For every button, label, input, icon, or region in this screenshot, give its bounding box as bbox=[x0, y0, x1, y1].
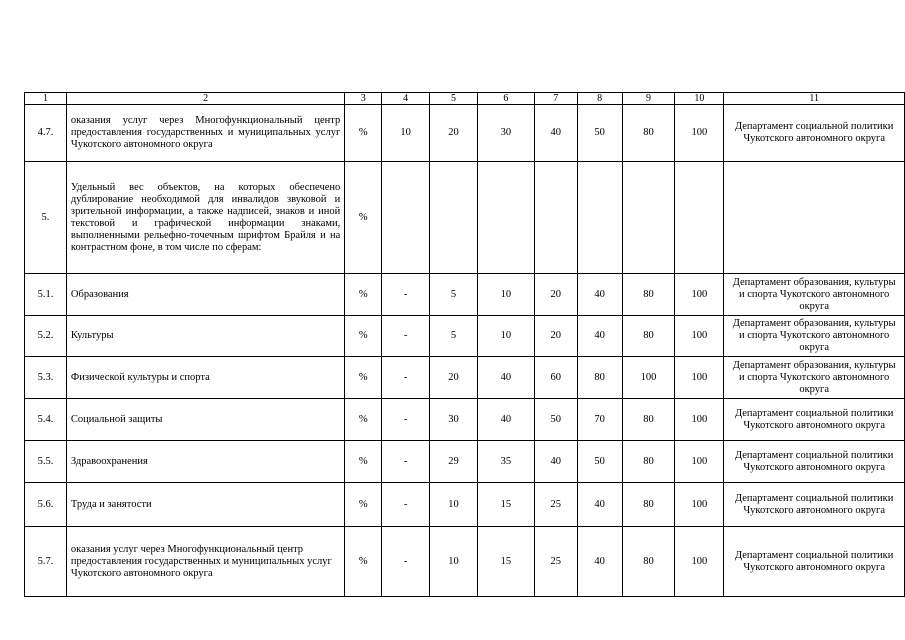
value-cell bbox=[430, 162, 478, 274]
responsible-department: Департамент социальной политики Чукотского автономного округа bbox=[724, 483, 905, 527]
table-row bbox=[25, 399, 905, 441]
column-number: 9 bbox=[622, 93, 675, 105]
value-cell: 15 bbox=[477, 527, 534, 597]
indicator-description: Здравоохранения bbox=[66, 441, 344, 483]
value-cell: 100 bbox=[675, 316, 724, 357]
value-cell: 100 bbox=[675, 441, 724, 483]
value-cell: 80 bbox=[622, 527, 675, 597]
responsible-department: Департамент социальной политики Чукотского автономного округа bbox=[724, 105, 905, 162]
column-number: 2 bbox=[66, 93, 344, 105]
value-cell bbox=[534, 162, 577, 274]
value-cell: 80 bbox=[622, 274, 675, 316]
value-cell: 100 bbox=[675, 357, 724, 399]
value-cell bbox=[577, 162, 622, 274]
indicator-description: оказания услуг через Многофункциональный центр предоставления государственных и муниципальных услуг Чукотского автономного округа bbox=[66, 527, 344, 597]
value-cell: 25 bbox=[534, 527, 577, 597]
value-cell: 25 bbox=[534, 483, 577, 527]
indicator-description: Физической культуры и спорта bbox=[66, 357, 344, 399]
indicator-description: Культуры bbox=[66, 316, 344, 357]
value-cell: - bbox=[382, 483, 430, 527]
value-cell: 40 bbox=[577, 274, 622, 316]
value-cell: - bbox=[382, 357, 430, 399]
value-cell: 10 bbox=[430, 483, 478, 527]
value-cell bbox=[382, 162, 430, 274]
value-cell: 40 bbox=[477, 399, 534, 441]
table-row bbox=[25, 162, 905, 274]
unit-cell: % bbox=[345, 357, 382, 399]
value-cell: 10 bbox=[477, 316, 534, 357]
responsible-department: Департамент образования, культуры и спорта Чукотского автономного округа bbox=[724, 357, 905, 399]
row-number: 5.7. bbox=[25, 527, 67, 597]
row-number: 5.4. bbox=[25, 399, 67, 441]
unit-cell: % bbox=[345, 527, 382, 597]
value-cell: 80 bbox=[622, 105, 675, 162]
table-row bbox=[25, 357, 905, 399]
value-cell: 60 bbox=[534, 357, 577, 399]
value-cell: 30 bbox=[430, 399, 478, 441]
row-number: 5.5. bbox=[25, 441, 67, 483]
row-number: 4.7. bbox=[25, 105, 67, 162]
value-cell: 100 bbox=[675, 105, 724, 162]
value-cell: - bbox=[382, 316, 430, 357]
row-number: 5.6. bbox=[25, 483, 67, 527]
column-number: 4 bbox=[382, 93, 430, 105]
table-row bbox=[25, 105, 905, 162]
value-cell: 50 bbox=[577, 441, 622, 483]
table-row bbox=[25, 483, 905, 527]
value-cell: 40 bbox=[577, 483, 622, 527]
value-cell: - bbox=[382, 399, 430, 441]
value-cell: 100 bbox=[675, 483, 724, 527]
row-number: 5.2. bbox=[25, 316, 67, 357]
column-number: 3 bbox=[345, 93, 382, 105]
value-cell: 100 bbox=[675, 274, 724, 316]
value-cell: - bbox=[382, 527, 430, 597]
indicators-table bbox=[24, 92, 905, 597]
value-cell: 5 bbox=[430, 274, 478, 316]
value-cell: 40 bbox=[577, 316, 622, 357]
indicator-description: Удельный вес объектов, на которых обеспечено дублирование необходимой для инвалидов звуковой и зрительной информации, а также надписей, знаков и иной текстовой и графической информации знаками, выполненными рельефно-точечным шрифтом Брайля и на контрастном фоне, в том числе по сферам: bbox=[66, 162, 344, 274]
value-cell: 5 bbox=[430, 316, 478, 357]
value-cell: 80 bbox=[622, 399, 675, 441]
table-row bbox=[25, 274, 905, 316]
value-cell: 29 bbox=[430, 441, 478, 483]
column-number: 5 bbox=[430, 93, 478, 105]
value-cell: 100 bbox=[622, 357, 675, 399]
value-cell: 40 bbox=[534, 105, 577, 162]
row-number: 5.3. bbox=[25, 357, 67, 399]
indicator-description: Социальной защиты bbox=[66, 399, 344, 441]
indicator-description: Труда и занятости bbox=[66, 483, 344, 527]
responsible-department: Департамент образования, культуры и спорта Чукотского автономного округа bbox=[724, 274, 905, 316]
value-cell: 40 bbox=[477, 357, 534, 399]
value-cell: 15 bbox=[477, 483, 534, 527]
unit-cell: % bbox=[345, 274, 382, 316]
unit-cell: % bbox=[345, 399, 382, 441]
responsible-department: Департамент социальной политики Чукотского автономного округа bbox=[724, 527, 905, 597]
value-cell: 20 bbox=[430, 105, 478, 162]
value-cell: - bbox=[382, 274, 430, 316]
value-cell: 20 bbox=[430, 357, 478, 399]
unit-cell: % bbox=[345, 483, 382, 527]
value-cell: 50 bbox=[534, 399, 577, 441]
table-row bbox=[25, 441, 905, 483]
value-cell: 40 bbox=[577, 527, 622, 597]
responsible-department: Департамент социальной политики Чукотского автономного округа bbox=[724, 441, 905, 483]
value-cell: 20 bbox=[534, 274, 577, 316]
value-cell: 100 bbox=[675, 399, 724, 441]
column-number: 11 bbox=[724, 93, 905, 105]
column-number: 6 bbox=[477, 93, 534, 105]
column-number: 1 bbox=[25, 93, 67, 105]
column-number-row bbox=[25, 93, 905, 105]
value-cell: 80 bbox=[622, 483, 675, 527]
value-cell: 20 bbox=[534, 316, 577, 357]
value-cell: 100 bbox=[675, 527, 724, 597]
value-cell: 80 bbox=[577, 357, 622, 399]
row-number: 5. bbox=[25, 162, 67, 274]
value-cell: 30 bbox=[477, 105, 534, 162]
value-cell bbox=[477, 162, 534, 274]
responsible-department: Департамент образования, культуры и спорта Чукотского автономного округа bbox=[724, 316, 905, 357]
responsible-department bbox=[724, 162, 905, 274]
indicator-description: оказания услуг через Многофункциональный центр предоставления государственных и муниципальных услуг Чукотского автономного округа bbox=[66, 105, 344, 162]
value-cell: 50 bbox=[577, 105, 622, 162]
column-number: 10 bbox=[675, 93, 724, 105]
value-cell: 70 bbox=[577, 399, 622, 441]
table-row bbox=[25, 316, 905, 357]
value-cell: - bbox=[382, 441, 430, 483]
value-cell: 40 bbox=[534, 441, 577, 483]
value-cell: 35 bbox=[477, 441, 534, 483]
value-cell: 80 bbox=[622, 316, 675, 357]
value-cell: 80 bbox=[622, 441, 675, 483]
value-cell: 10 bbox=[477, 274, 534, 316]
unit-cell: % bbox=[345, 441, 382, 483]
unit-cell: % bbox=[345, 105, 382, 162]
value-cell bbox=[622, 162, 675, 274]
responsible-department: Департамент социальной политики Чукотского автономного округа bbox=[724, 399, 905, 441]
row-number: 5.1. bbox=[25, 274, 67, 316]
column-number: 8 bbox=[577, 93, 622, 105]
column-number: 7 bbox=[534, 93, 577, 105]
table-row bbox=[25, 527, 905, 597]
unit-cell: % bbox=[345, 316, 382, 357]
value-cell: 10 bbox=[382, 105, 430, 162]
indicator-description: Образования bbox=[66, 274, 344, 316]
value-cell: 10 bbox=[430, 527, 478, 597]
unit-cell: % bbox=[345, 162, 382, 274]
value-cell bbox=[675, 162, 724, 274]
